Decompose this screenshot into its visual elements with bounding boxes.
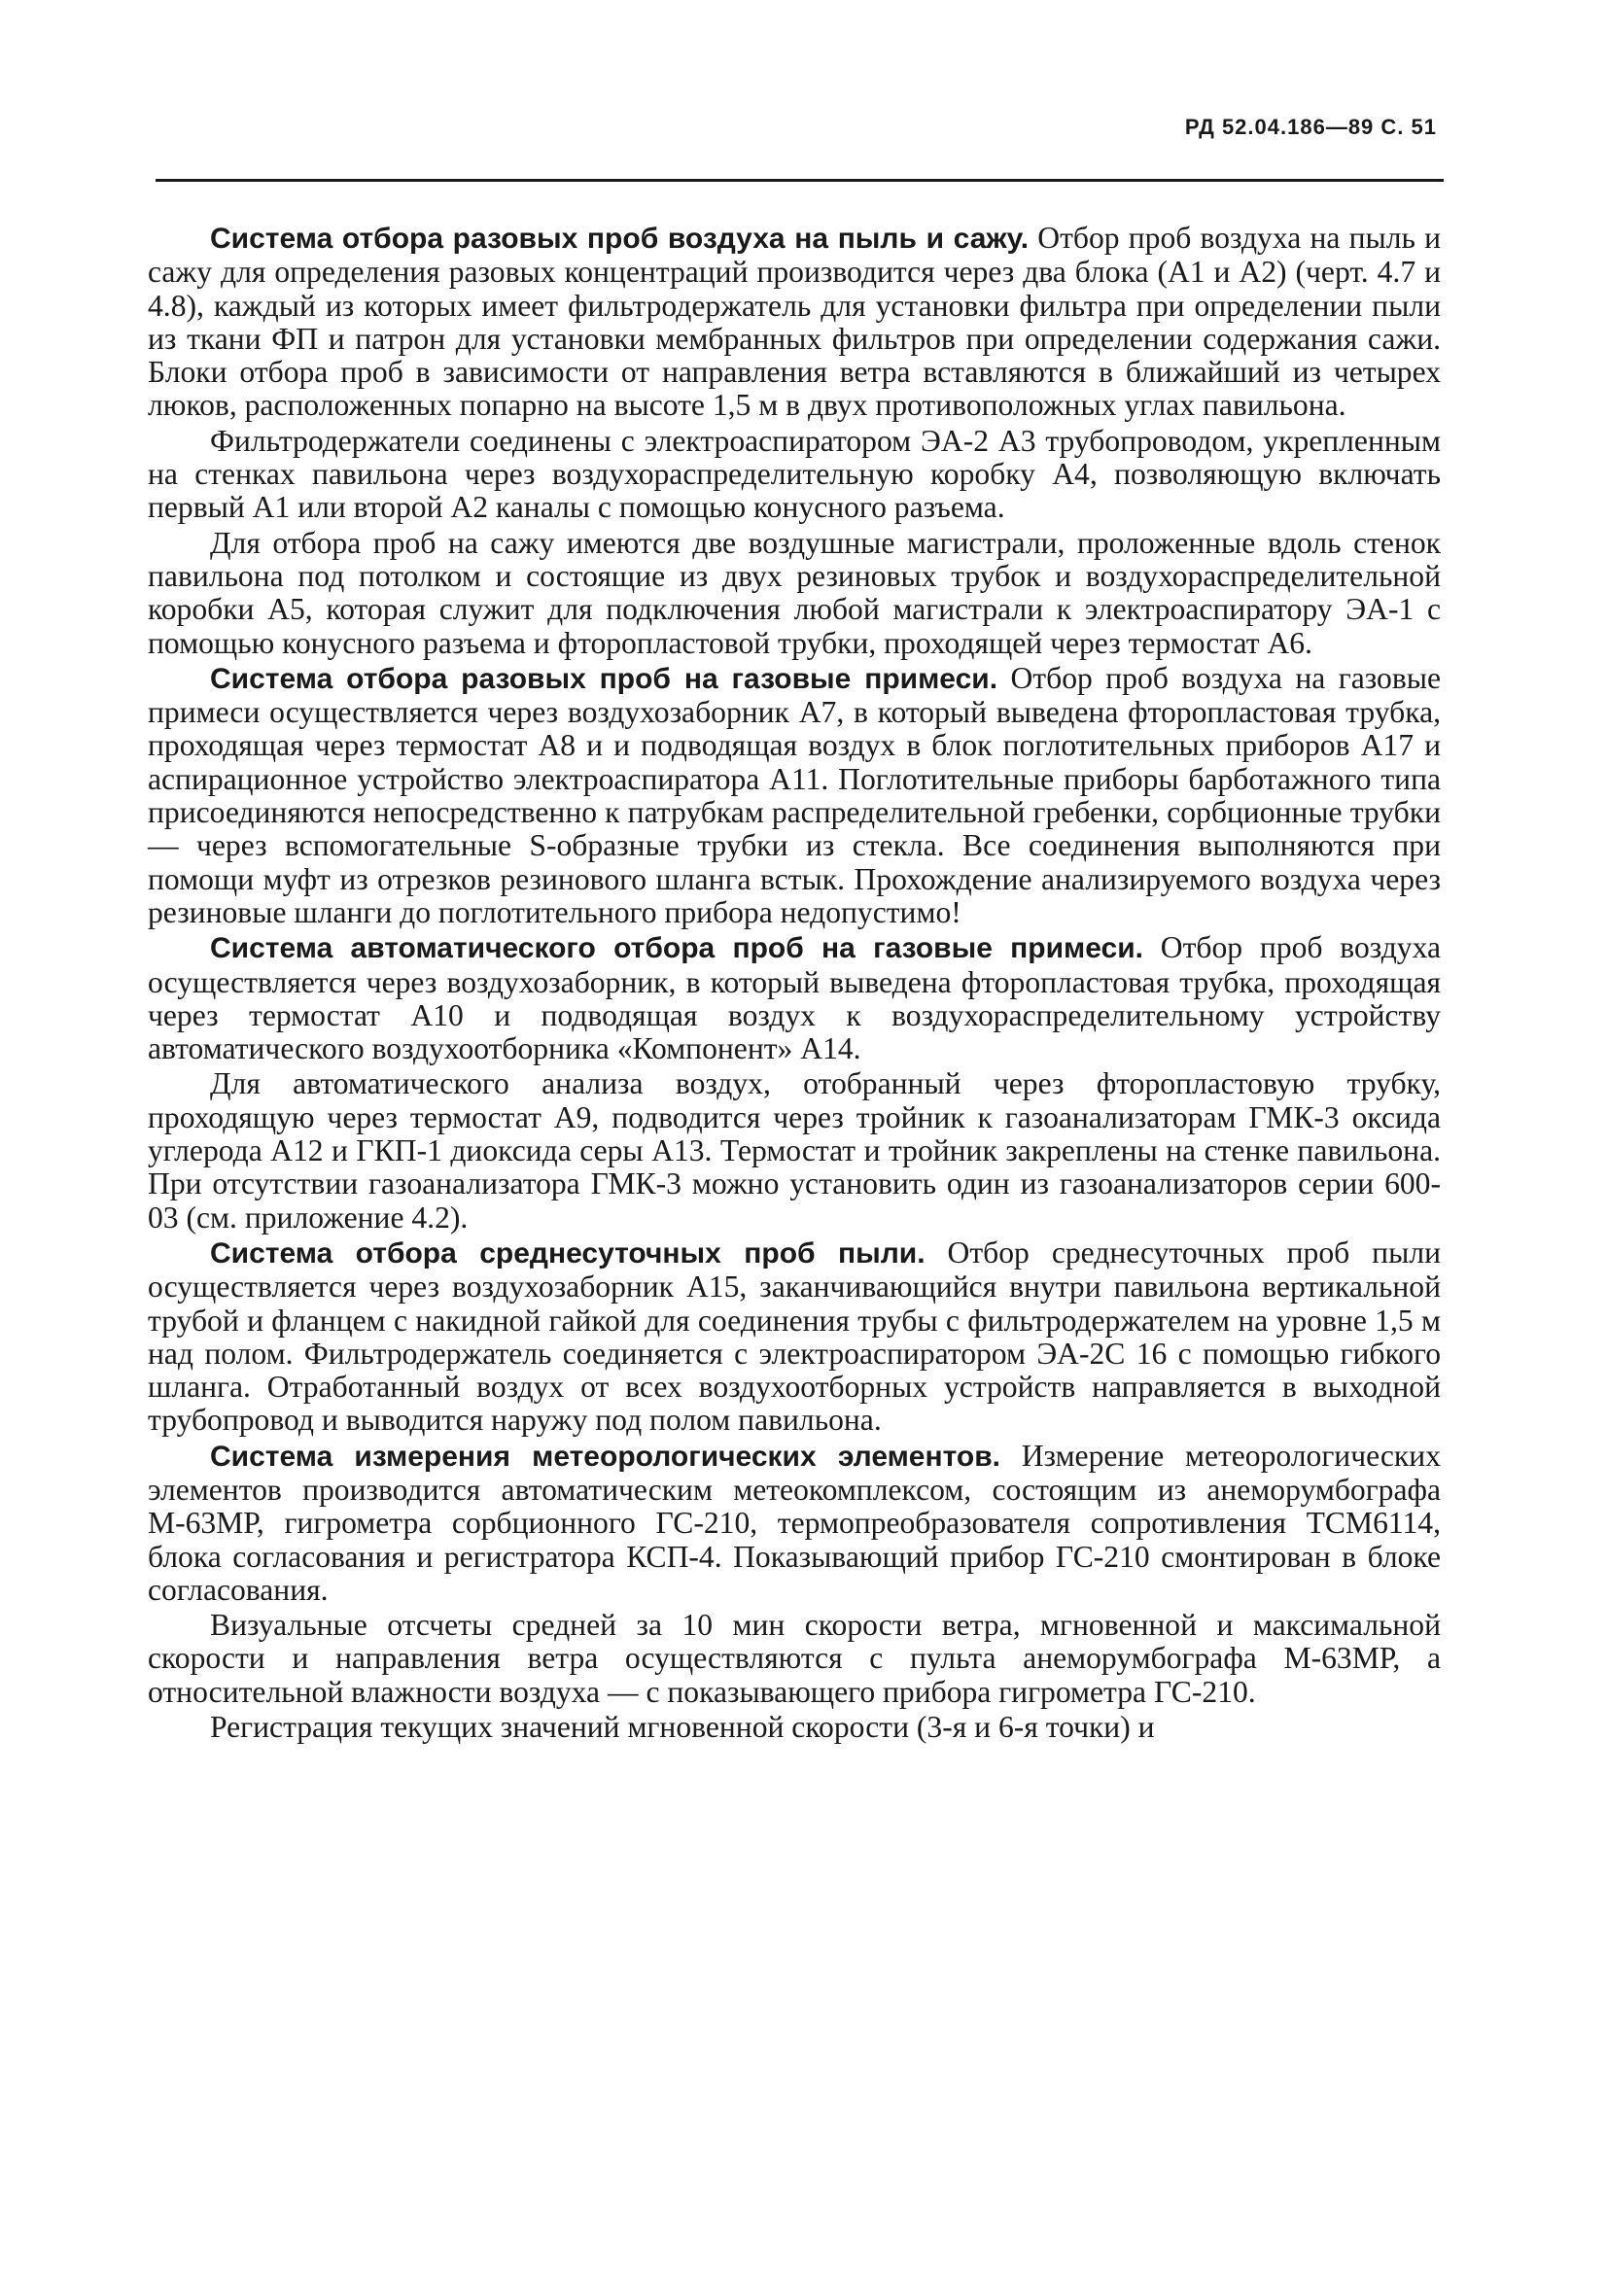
paragraph-text: Измерение метеорологических элементов производится автоматическим метеокомплексом, состоящим из анеморумбографа М-63МР, гигрометра сорбционного ГС-210, термопреобразователя сопротивления ТСМ6114, блока согласования и регистратора КСП-4. Показывающий прибор ГС-210 смонтирован в блоке согласования.: [148, 1438, 1441, 1607]
paragraph-text: Регистрация текущих значений мгновенной скорости (3-я и 6-я точки) и: [210, 1710, 1155, 1745]
header-rule: [156, 179, 1444, 182]
paragraph-auto-analysis: [148, 1067, 1441, 1234]
running-header: РД 52.04.186—89 С. 51: [1184, 115, 1437, 139]
body-text: [148, 222, 1441, 1746]
section-lead: Система отбора разовых проб на газовые примеси.: [210, 662, 998, 695]
paragraph-meteo-measurement: [148, 1440, 1441, 1607]
section-lead: Система отбора разовых проб воздуха на пыль и сажу.: [210, 223, 1030, 255]
section-lead: Система измерения метеорологических элементов.: [210, 1440, 1000, 1473]
paragraph-registration: [148, 1711, 1441, 1744]
paragraph-daily-dust-sampling: [148, 1236, 1441, 1438]
paragraph-text: Отбор проб воздуха осуществляется через воздухозаборник, в который выведена фторопластовая трубка, проходящая через термостат А10 и подводящая воздух к воздухораспределительному устройству автоматического воздухоотборника «Компонент» А14.: [148, 930, 1441, 1066]
paragraph-dust-soot-sampling: [148, 222, 1441, 423]
paragraph-auto-gas-sampling: [148, 931, 1441, 1065]
section-lead: Система автоматического отбора проб на газовые примеси.: [210, 932, 1143, 965]
paragraph-text: Визуальные отсчеты средней за 10 мин скорости ветра, мгновенной и максимальной скорости и направления ветра осуществляются с пульта анеморумбографа М-63МР, а относительной влажности воздуха — с показывающего прибора гигрометра ГС-210.: [148, 1608, 1441, 1709]
paragraph-soot-lines: [148, 527, 1441, 660]
paragraph-text: Отбор среднесуточных проб пыли осуществляется через воздухозаборник А15, заканчивающийся внутри павильона вертикальной трубой и фланцем с накидной гайкой для соединения трубы с фильтродержателем на уровне 1,5 м над полом. Фильтродержатель соединяется с электроаспиратором ЭА-2С 16 с помощью гибкого шланга. Отработанный воздух от всех воздухоотборных устройств направляется в выходной трубопровод и выводится наружу под полом павильона.: [148, 1235, 1441, 1438]
paragraph-visual-readings: [148, 1609, 1441, 1709]
paragraph-text: Для отбора проб на сажу имеются две воздушные магистрали, проложенные вдоль стенок павильона под потолком и состоящие из двух резиновых трубок и воздухораспределительной коробки А5, которая служит для подключения любой магистрали к электроаспиратору ЭА-1 с помощью конусного разъема и фторопластовой трубки, проходящей через термостат А6.: [148, 525, 1441, 660]
paragraph-text: Отбор проб воздуха на газовые примеси осуществляется через воздухозаборник А7, в который выведена фторопластовая трубка, проходящая через термостат А8 и и подводящая воздух в блок поглотительных приборов А17 и аспирационное устройство электроаспиратора А11. Поглотительные приборы барботажного типа присоединяются непосредственно к патрубкам распределительной гребенки, сорбционные трубки — через вспомогательные S-образные трубки из стекла. Все соединения выполняются при помощи муфт из отрезков резинового шланга встык. Прохождение анализируемого воздуха через резиновые шланги до поглотительного прибора недопустимо!: [148, 660, 1442, 929]
paragraph-text: Для автоматического анализа воздух, отобранный через фторопластовую трубку, проходящую через термостат А9, подводится через тройник к газоанализаторам ГМК-3 оксида углерода А12 и ГКП-1 диоксида серы А13. Термостат и тройник закреплены на стенке павильона. При отсутствии газоанализатора ГМК-3 можно установить один из газоанализаторов серии 600-03 (см. приложение 4.2).: [148, 1066, 1441, 1235]
paragraph-text: Фильтродержатели соединены с электроаспиратором ЭА-2 А3 трубопроводом, укрепленным на стенках павильона через воздухораспределительную коробку А4, позволяющую включать первый А1 или второй А2 каналы с помощью конусного разъема.: [148, 423, 1441, 525]
paragraph-filter-holders: [148, 425, 1441, 525]
section-lead: Система отбора среднесуточных проб пыли.: [210, 1236, 926, 1270]
paragraph-text: Отбор проб воздуха на пыль и сажу для определения разовых концентраций производится через два блока (А1 и А2) (черт. 4.7 и 4.8), каждый из которых имеет фильтродержатель для установки фильтра при определении пыли из ткани ФП и патрон для установки мембранных фильтров при определении содержания сажи. Блоки отбора проб в зависимости от направления ветра вставляются в ближайший из четырех люков, расположенных попарно на высоте 1,5 м в двух противоположных углах павильона.: [148, 221, 1442, 423]
paragraph-gas-sampling: [148, 662, 1441, 929]
